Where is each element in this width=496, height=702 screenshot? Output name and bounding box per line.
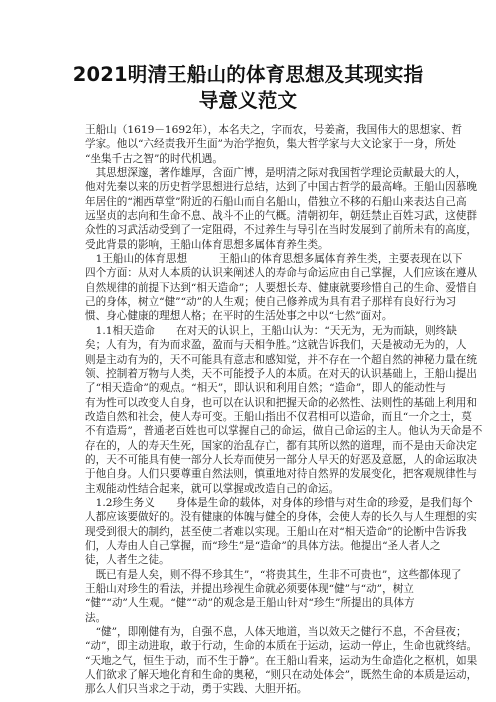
body-line: 于他自身。人们只要尊重自然法则，慎重地对待自然界的发展变化，把客观规律性与 [85,468,477,481]
body-line: 那么人们只当求之于动，勇于实践、大胆开拓。 [85,683,308,696]
body-line: 有为性可以改变人自身，也可以在认识和把握天命的必然性、法则性的基础上利用和 [85,396,477,409]
document-title [40,62,456,114]
body-line: 受此背景的影响，王船山体育思想多属体育养生类。 [85,238,329,251]
body-line: “天地之气，恒生于动，而不生于静”。在王船山看来，运动为生命造化之枢机，如果 [85,654,478,667]
body-line: 1.2珍生务义 身体是生命的载体，对身体的珍惜与对生命的珍爱，是我们每个 [85,496,473,509]
body-line: “坐集千古之智”的时代机遇。 [85,152,223,165]
body-line: 领、控制着万物与人类，天不可能授予人的本质。在对天的认识基础上，王船山提出 [85,367,477,380]
body-line: 们，人寿由人自己掌握，而“珍生”是“造命”的具体方法。他提出“圣人者人之 [85,539,441,552]
body-line: 1.1相天造命 在对天的认识上，王船山认为：“天无为，无为而缺，则终缺 [85,324,457,337]
document-body [85,123,483,697]
body-line: 众性的习武活动受到了一定阻碍，不过养生与导引在当时发展到了前所未有的高度， [85,224,477,237]
title-line: 导意义范文 [198,89,298,112]
body-line: 王船山对珍生的看法，并提出珍视生命就必须要体现“健”与“动”，树立 [85,583,414,595]
body-line: 改造自然和社会，使人寿可变。王船山指出不仅君相可以造命，而且“一介之士，莫 [85,410,472,423]
body-line: 人们欲求了解天地化育和生命的奥秘，“则只在动处体会”，既然生命的本质是运动， [85,669,478,682]
body-line: 了“相天造命”的观点。“相天”，即认识和利用自然；“造命”，即人的能动性与 [85,382,446,395]
body-line: 徒，人者生之徒。 [85,554,170,567]
body-line: 则是主动有为的，天不可能具有意志和感知觉，并不存在一个超自然的神秘力量在统 [85,353,477,366]
body-line: 法。 [85,611,107,624]
body-line: 1王船山的体育思想 王船山的体育思想多属体育养生类，主要表现在以下 [85,253,463,266]
body-line: 他对先秦以来的历史哲学思想进行总结，达到了中国古哲学的最高峰。王船山因慕晚 [85,181,477,194]
body-line: 矣；人有为，有为而求盈，盈而与天相争胜。”这就告诉我们，天是被动无为的，人 [85,339,467,352]
body-line: 自然规律的前提下达到“相天造命”；人要想长寿、健康就要珍惜自己的生命、爱惜自 [85,281,478,294]
body-line: 主观能动性结合起来，就可以掌握或改造自己的命运。 [85,482,340,495]
body-line: 既已有是人矣，则不得不珍其生”，“将贵其生，生非不可贵也”，这些都体现了 [85,568,462,581]
body-line: 其思想深邃，著作雄厚，含面广博，是明清之际对我国哲学理论贡献最大的人， [85,167,467,180]
body-line: 惯、身心健康的理想人格；在平时的生活处事之中以“七然”面对。 [85,310,393,323]
body-line: “健”“动”人生观。“健”“动”的观念是王船山针对“珍生”所提出的具体方 [85,597,415,610]
body-line: “动”，即主动进取，敢于行动，生命的本质在于运动，运动一停止，生命也就终结。 [85,640,478,653]
body-line: 现受到很大的制约，甚至使二者难以实现。王船山在对“相天造命”的论断中告诉我 [85,525,467,538]
body-line: 人都应该要做好的。没有健康的体魄与健全的身体，会使人寿的长久与人生理想的实 [85,511,477,524]
body-line: 不有造焉”，普通老百姓也可以掌握自己的命运，做自己命运的主人。他认为天命是不 [85,425,483,438]
body-line: 远坚贞的志向和生命不息、战斗不止的气概。清朝初年，朝廷禁止百姓习武，这使群 [85,210,477,223]
body-line: 年居住的“湘西草堂”附近的石船山而自名船山，借独立不移的石船山来表达自己高 [85,195,467,208]
body-line: 学家。他以“六经责我开生面”为治学抱负，集大哲学家与大文论家于一身，所处 [85,138,457,151]
body-line: 己的身体，树立“健”“动”的人生观；使自己修养成为具有君子那样有良好行为习 [85,296,457,309]
body-line: 存在的，人的寿天生死，国家的治乱存亡，都有其所以然的道理，而不是由天命决定 [85,439,477,452]
body-line: “健”，即刚健有为，自强不息，人体天地道，当以效天之健行不息，不舍昼夜； [85,626,467,639]
body-line: 王船山（1619－1692年），本名夫之，字而农，号姜斋，我国伟大的思想家、哲 [85,124,463,136]
body-line: 的，天不可能具有使一部分人长寿而使另一部分人早天的好恶及意愿，人的命运取决 [85,453,477,466]
body-line: 四个方面：从对人本质的认识来阐述人的寿命与命运应由自己掌握，人们应该在遵从 [85,267,477,280]
title-line: 2021明清王船山的体育思想及其现实指 [72,63,424,86]
